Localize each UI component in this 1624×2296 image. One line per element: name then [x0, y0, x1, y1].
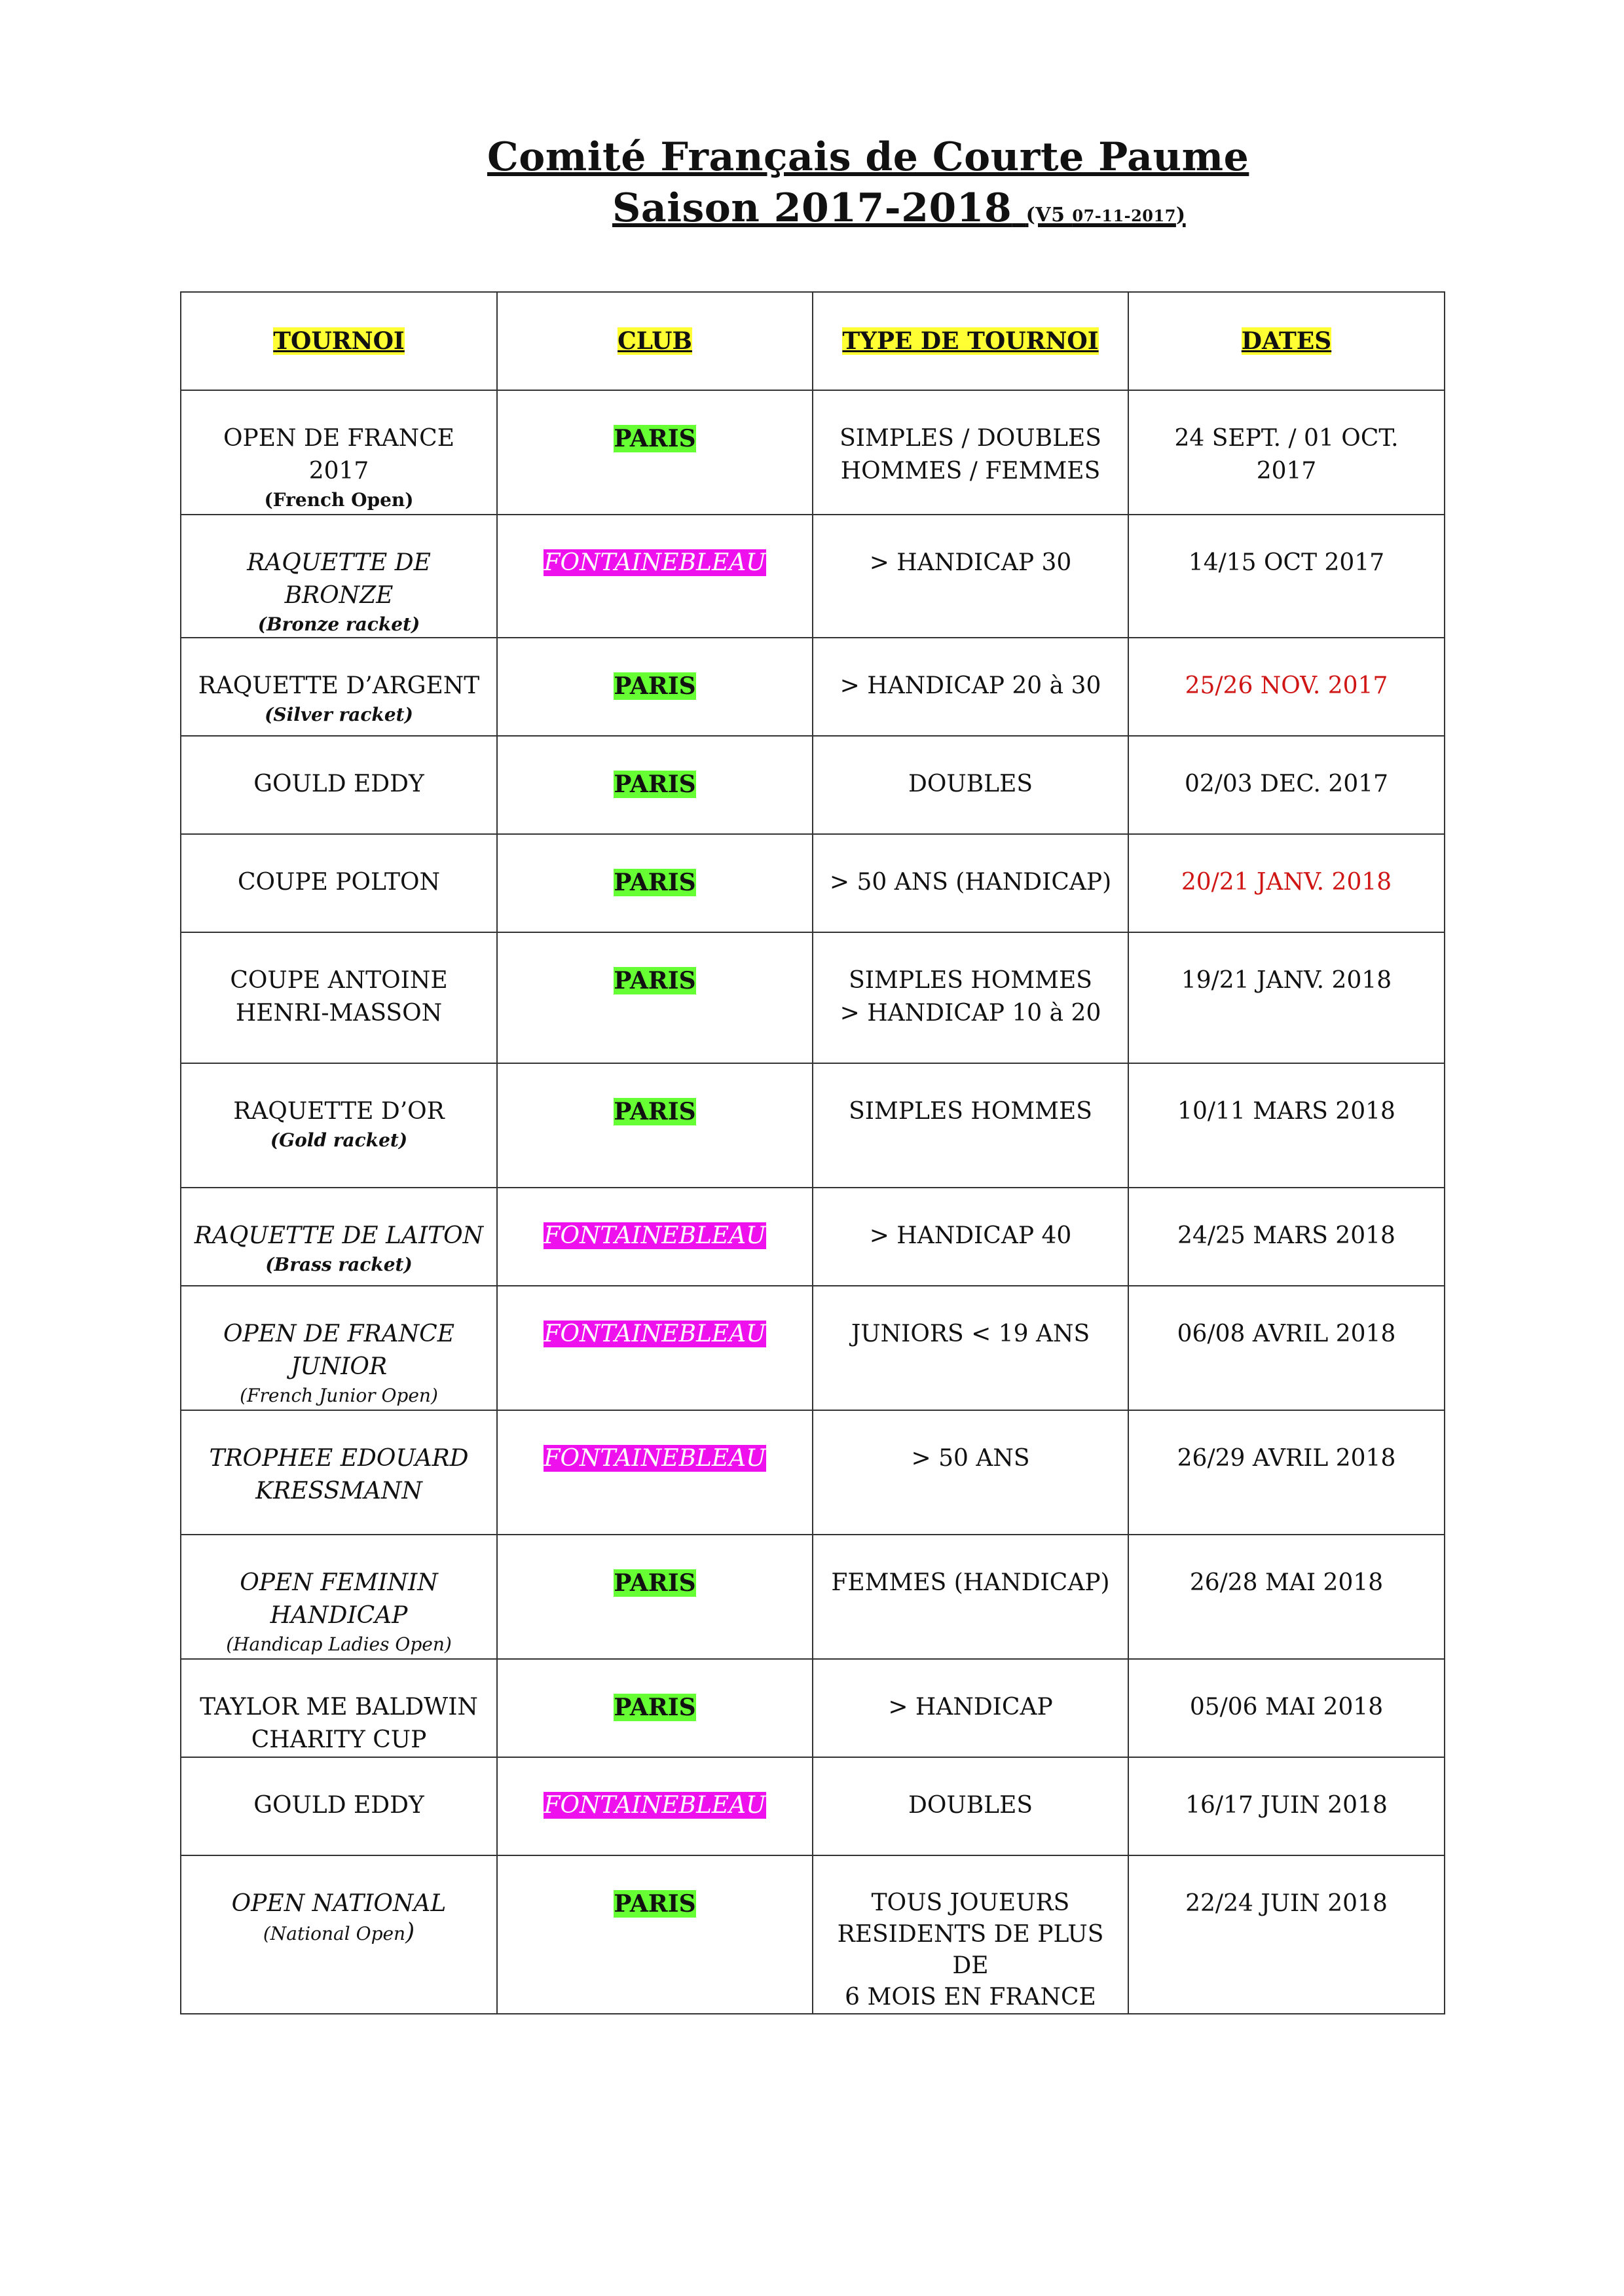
subtitle-close: ): [405, 1919, 415, 1946]
table-row: [181, 1188, 1445, 1286]
table-row: [181, 1286, 1445, 1410]
tournament-name: 2017: [308, 458, 369, 484]
type-cell: [813, 1757, 1128, 1855]
type-cell: [813, 932, 1128, 1063]
tournament-subtitle: (Handicap Ladies Open): [226, 1633, 452, 1655]
tournament-dates: 16/17 JUIN 2018: [1185, 1792, 1388, 1819]
tournament-cell: [181, 1855, 497, 2014]
type-cell: [813, 515, 1128, 638]
tournament-type: 6 MOIS EN FRANCE: [845, 1984, 1096, 2011]
tournament-dates: 06/08 AVRIL 2018: [1177, 1321, 1396, 1347]
dates-cell: [1128, 1410, 1445, 1535]
tournament-type: SIMPLES / DOUBLES: [840, 425, 1101, 452]
tournament-name: CHARITY CUP: [251, 1726, 427, 1753]
tournament-subtitle: (Silver racket): [265, 704, 413, 725]
tournament-type: SIMPLES HOMMES: [849, 967, 1092, 994]
tournament-name: COUPE POLTON: [237, 869, 441, 896]
type-cell: [813, 1855, 1128, 2014]
tournament-name: OPEN FEMININ: [240, 1569, 438, 1596]
type-cell: [813, 1535, 1128, 1659]
tournament-dates: 25/26 NOV. 2017: [1185, 672, 1388, 699]
tournament-name: HANDICAP: [270, 1602, 408, 1629]
tournament-dates: 19/21 JANV. 2018: [1181, 967, 1392, 994]
tournament-type: SIMPLES HOMMES: [849, 1098, 1092, 1125]
tournament-dates: 26/29 AVRIL 2018: [1177, 1445, 1396, 1472]
club-name: PARIS: [614, 1694, 696, 1721]
tournament-name: GOULD EDDY: [253, 1792, 424, 1819]
table-row: [181, 515, 1445, 638]
table-row: [181, 1757, 1445, 1855]
tournament-name: OPEN NATIONAL: [231, 1890, 447, 1917]
tournament-dates: 02/03 DEC. 2017: [1184, 771, 1389, 797]
tournament-cell: [181, 390, 497, 515]
dates-cell: [1128, 834, 1445, 932]
table-row: [181, 834, 1445, 932]
tournament-subtitle: [191, 1920, 487, 1946]
club-cell: [497, 515, 813, 638]
club-name: FONTAINEBLEAU: [544, 1222, 766, 1249]
tournament-subtitle: (Gold racket): [270, 1129, 408, 1151]
dates-cell: [1128, 390, 1445, 515]
table-row: [181, 638, 1445, 736]
tournament-name: RAQUETTE D’ARGENT: [198, 672, 480, 699]
dates-cell: [1128, 1855, 1445, 2014]
club-cell: [497, 1757, 813, 1855]
tournament-dates: 20/21 JANV. 2018: [1181, 869, 1392, 896]
tournament-subtitle: (Bronze racket): [257, 613, 420, 635]
tournament-cell: [181, 1063, 497, 1188]
dates-cell: [1128, 1659, 1445, 1757]
tournament-type: > 50 ANS (HANDICAP): [829, 869, 1112, 896]
tournament-cell: [181, 515, 497, 638]
tournament-cell: [181, 1188, 497, 1286]
type-cell: [813, 1659, 1128, 1757]
club-name: PARIS: [614, 425, 696, 452]
table-header-row: [181, 292, 1445, 390]
tournament-cell: [181, 1286, 497, 1410]
club-name: FONTAINEBLEAU: [544, 549, 766, 576]
dates-cell: [1128, 638, 1445, 736]
tournament-name: TROPHEE EDOUARD: [209, 1445, 469, 1472]
tournament-name: RAQUETTE DE LAITON: [194, 1222, 484, 1249]
tournament-dates: 05/06 MAI 2018: [1189, 1694, 1384, 1721]
club-cell: [497, 1063, 813, 1188]
tournament-cell: [181, 932, 497, 1063]
club-cell: [497, 932, 813, 1063]
tournament-type: HOMMES / FEMMES: [840, 458, 1101, 484]
tournament-name: OPEN DE FRANCE: [223, 1321, 454, 1347]
tournament-type: RESIDENTS DE PLUS DE: [837, 1921, 1104, 1979]
club-name: PARIS: [614, 1569, 696, 1597]
club-name: PARIS: [614, 771, 696, 798]
tournament-type: JUNIORS < 19 ANS: [851, 1321, 1090, 1347]
column-header-type: [813, 292, 1128, 390]
tournament-schedule-table: [180, 291, 1445, 2014]
table-row: [181, 932, 1445, 1063]
tournament-dates: 22/24 JUIN 2018: [1185, 1890, 1388, 1917]
tournament-cell: [181, 1757, 497, 1855]
club-name: FONTAINEBLEAU: [544, 1445, 766, 1472]
club-cell: [497, 1659, 813, 1757]
tournament-name: COUPE ANTOINE: [230, 967, 448, 994]
dates-cell: [1128, 1286, 1445, 1410]
tournament-name: KRESSMANN: [255, 1478, 422, 1504]
type-cell: [813, 736, 1128, 834]
dates-cell: [1128, 736, 1445, 834]
tournament-type: > HANDICAP 10 à 20: [840, 1000, 1101, 1027]
club-cell: [497, 1855, 813, 2014]
table-row: [181, 1063, 1445, 1188]
tournament-name: TAYLOR ME BALDWIN: [200, 1694, 478, 1721]
dates-cell: [1128, 515, 1445, 638]
tournament-cell: [181, 1410, 497, 1535]
season-label: Saison 2017-2018: [612, 185, 1012, 231]
club-cell: [497, 1188, 813, 1286]
tournament-type: DOUBLES: [908, 771, 1033, 797]
tournament-dates: 24/25 MARS 2018: [1177, 1222, 1395, 1249]
column-header-club: [497, 292, 813, 390]
tournament-subtitle: (French Junior Open): [240, 1385, 438, 1406]
tournament-cell: [181, 736, 497, 834]
club-cell: [497, 834, 813, 932]
column-header-dates: [1128, 292, 1445, 390]
type-cell: [813, 1063, 1128, 1188]
column-header-label: TOURNOI: [273, 327, 405, 355]
tournament-name: OPEN DE FRANCE: [223, 425, 454, 452]
club-name: PARIS: [614, 672, 696, 700]
tournament-name: HENRI-MASSON: [235, 1000, 443, 1027]
tournament-dates: 26/28 MAI 2018: [1189, 1569, 1384, 1596]
type-cell: [813, 1188, 1128, 1286]
tournament-type: DOUBLES: [908, 1792, 1033, 1819]
tournament-subtitle: (French Open): [264, 489, 414, 511]
version-date: 07-11-2017: [1072, 206, 1176, 225]
club-name: PARIS: [614, 869, 696, 896]
column-header-label: CLUB: [618, 327, 692, 355]
club-cell: [497, 1410, 813, 1535]
table-row: [181, 1535, 1445, 1659]
club-cell: [497, 1286, 813, 1410]
tournament-subtitle: (Brass racket): [265, 1254, 413, 1275]
tournament-type: > HANDICAP: [888, 1694, 1053, 1721]
tournament-type: > HANDICAP 30: [869, 549, 1072, 576]
tournament-cell: [181, 638, 497, 736]
tournament-name: GOULD EDDY: [253, 771, 424, 797]
dates-cell: [1128, 1757, 1445, 1855]
table-row: [181, 736, 1445, 834]
subtitle-text: (National Open: [263, 1923, 406, 1944]
club-cell: [497, 1535, 813, 1659]
type-cell: [813, 1410, 1128, 1535]
club-cell: [497, 736, 813, 834]
dates-cell: [1128, 1535, 1445, 1659]
tournament-dates: 10/11 MARS 2018: [1177, 1098, 1395, 1125]
tournament-dates: 14/15 OCT 2017: [1188, 549, 1385, 576]
tournament-type: TOUS JOUEURS: [871, 1889, 1070, 1916]
tournament-cell: [181, 834, 497, 932]
column-header-label: TYPE DE TOURNOI: [842, 327, 1099, 355]
club-name: PARIS: [614, 967, 696, 994]
version-label: [1026, 204, 1186, 227]
version-prefix: (V5: [1025, 204, 1073, 227]
dates-cell: [1128, 932, 1445, 1063]
tournament-dates: 24 SEPT. / 01 OCT.: [1174, 425, 1399, 452]
tournament-name: RAQUETTE D’OR: [233, 1098, 445, 1125]
column-header-label: DATES: [1241, 327, 1332, 355]
club-name: FONTAINEBLEAU: [544, 1321, 766, 1347]
dates-cell: [1128, 1063, 1445, 1188]
type-cell: [813, 390, 1128, 515]
club-cell: [497, 390, 813, 515]
season-title: [612, 185, 1186, 231]
table-row: [181, 1855, 1445, 2014]
type-cell: [813, 1286, 1128, 1410]
column-header-tournament: [181, 292, 497, 390]
club-name: PARIS: [614, 1098, 696, 1125]
club-cell: [497, 638, 813, 736]
tournament-cell: [181, 1659, 497, 1757]
tournament-type: > HANDICAP 40: [869, 1222, 1072, 1249]
type-cell: [813, 834, 1128, 932]
table-row: [181, 1410, 1445, 1535]
tournament-dates: 2017: [1256, 458, 1317, 484]
document-title: Comité Français de Courte Paume: [487, 134, 1249, 180]
type-cell: [813, 638, 1128, 736]
tournament-name: JUNIOR: [290, 1353, 388, 1380]
table-row: [181, 1659, 1445, 1757]
tournament-cell: [181, 1535, 497, 1659]
tournament-type: > HANDICAP 20 à 30: [840, 672, 1101, 699]
version-suffix: ): [1175, 204, 1186, 227]
tournament-type: > 50 ANS: [911, 1445, 1030, 1472]
table-row: [181, 390, 1445, 515]
tournament-type: FEMMES (HANDICAP): [831, 1569, 1110, 1596]
tournament-name: RAQUETTE DE BRONZE: [247, 549, 431, 609]
dates-cell: [1128, 1188, 1445, 1286]
club-name: FONTAINEBLEAU: [544, 1792, 766, 1819]
club-name: PARIS: [614, 1890, 696, 1918]
